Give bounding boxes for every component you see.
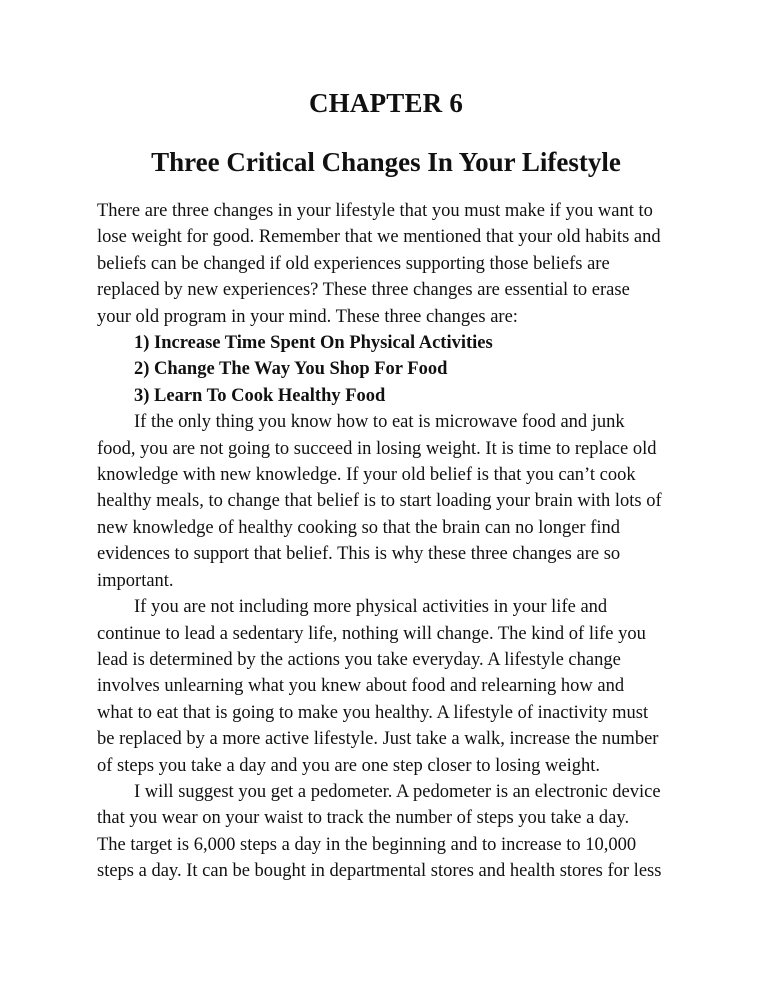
text-line: lead is determined by the actions you take everyday. A lifestyle change	[97, 649, 621, 670]
list-item: 1) Increase Time Spent On Physical Activities	[134, 333, 493, 354]
paragraph-physical-activity	[97, 594, 697, 779]
text-line: If you are not including more physical activities in your life and	[134, 597, 608, 618]
chapter-title: Three Critical Changes In Your Lifestyle	[151, 147, 621, 177]
chapter-label: CHAPTER 6	[308, 88, 464, 118]
text-line: what to eat that is going to make you healthy. A lifestyle of inactivity must	[97, 702, 649, 723]
chapter-body	[97, 198, 697, 885]
paragraph-microwave-food	[97, 409, 697, 594]
text-line: continue to lead a sedentary life, nothing will change. The kind of life you	[97, 623, 646, 644]
text-line: If the only thing you know how to eat is microwave food and junk	[134, 412, 625, 433]
text-line: involves unlearning what you knew about food and relearning how and	[97, 676, 625, 697]
list-item: 3) Learn To Cook Healthy Food	[134, 385, 386, 406]
text-line: There are three changes in your lifestyle that you must make if you want to	[97, 201, 653, 221]
text-line: healthy meals, to change that belief is to start loading your brain with lots of	[97, 491, 662, 512]
text-line: I will suggest you get a pedometer. A pedometer is an electronic device	[134, 781, 661, 802]
paragraph-pedometer	[97, 779, 697, 885]
changes-list	[97, 330, 697, 409]
text-line: The target is 6,000 steps a day in the beginning and to increase to 10,000	[97, 834, 637, 855]
text-line: new knowledge of healthy cooking so that the brain can no longer find	[97, 517, 620, 538]
text-line: your old program in your mind. These three changes are:	[97, 306, 518, 327]
text-line: knowledge with new knowledge. If your old belief is that you can’t cook	[97, 465, 636, 486]
text-line: that you wear on your waist to track the number of steps you take a day.	[97, 808, 630, 829]
text-line: food, you are not going to succeed in losing weight. It is time to replace old	[97, 438, 657, 459]
text-line: replaced by new experiences? These three changes are essential to erase	[97, 280, 630, 301]
list-item: 2) Change The Way You Shop For Food	[134, 359, 448, 380]
text-line: of steps you take a day and you are one step closer to losing weight.	[97, 755, 600, 776]
text-line: important.	[97, 570, 174, 591]
text-line: be replaced by a more active lifestyle. Just take a walk, increase the number	[97, 729, 659, 750]
text-line: lose weight for good. Remember that we mentioned that your old habits and	[97, 227, 661, 248]
text-line: beliefs can be changed if old experiences supporting those beliefs are	[97, 253, 610, 274]
text-line: steps a day. It can be bought in departmental stores and health stores for less	[97, 861, 662, 882]
intro-paragraph	[97, 198, 697, 330]
text-line: evidences to support that belief. This is why these three changes are so	[97, 544, 621, 565]
